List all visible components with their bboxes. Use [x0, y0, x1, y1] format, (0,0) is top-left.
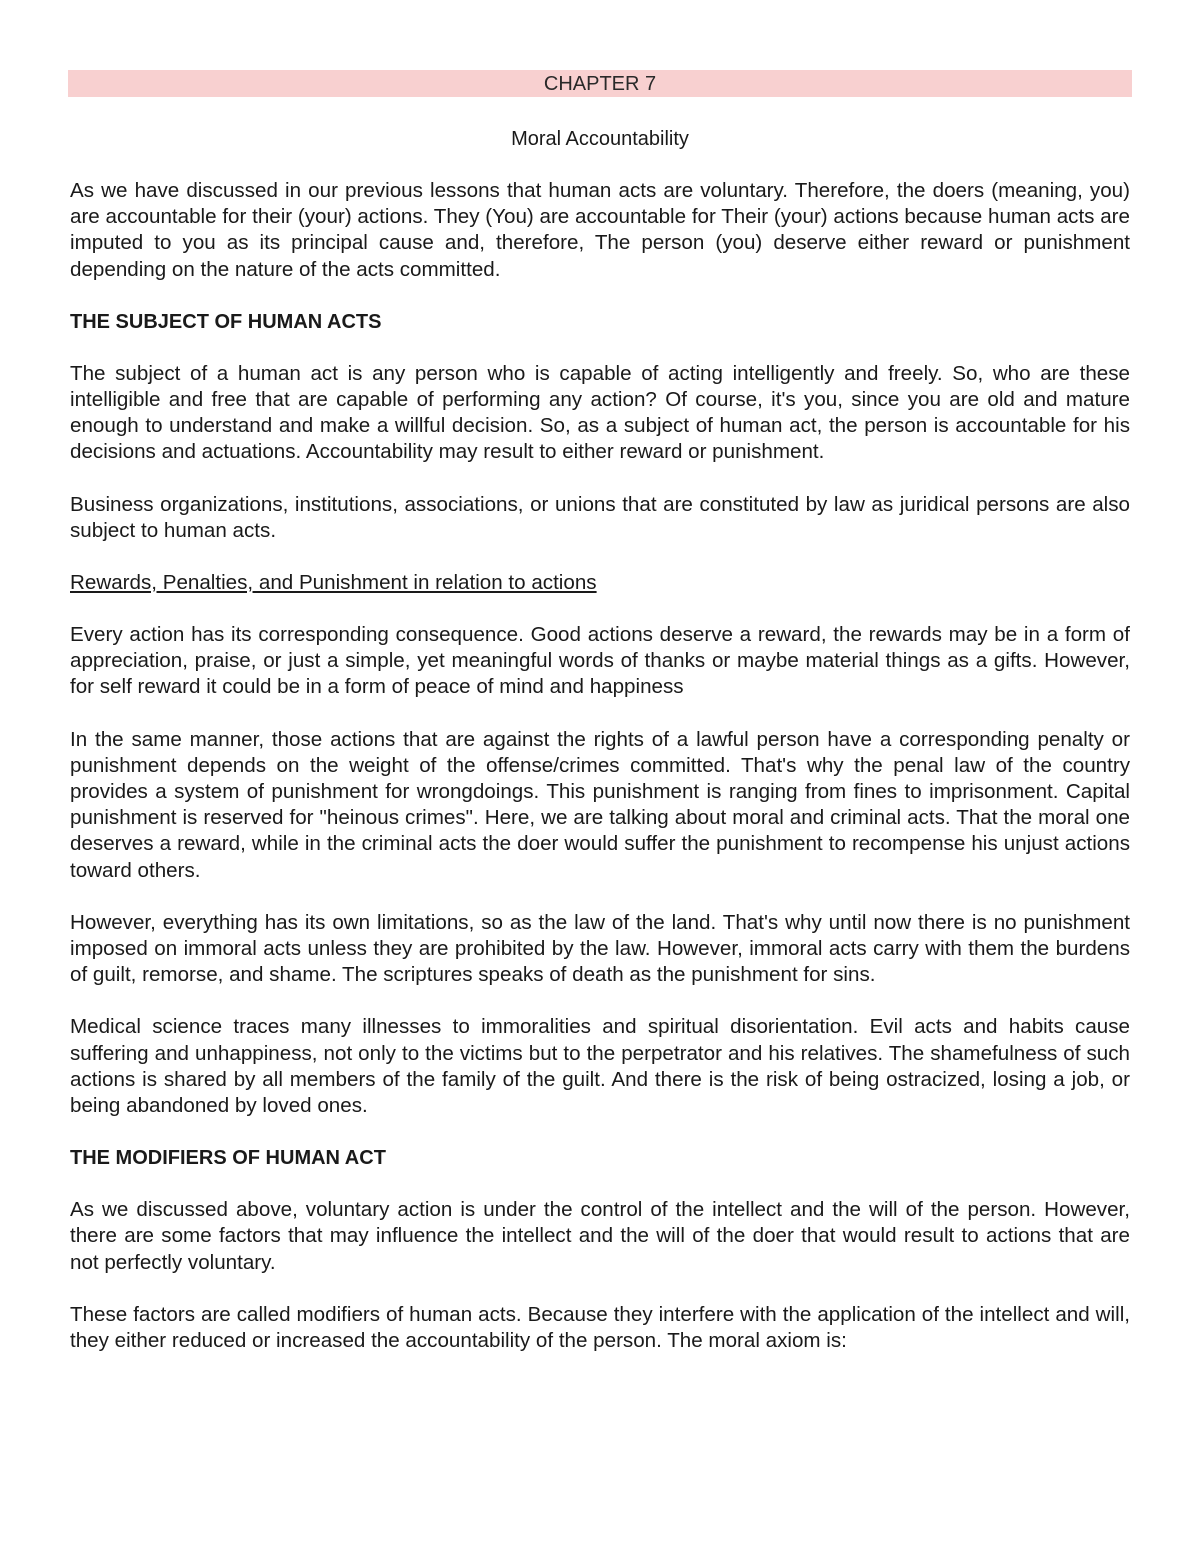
paragraph: Business organizations, institutions, associations, or unions that are constituted by law as juridical persons are also subject to human acts. — [70, 492, 1130, 542]
paragraph: Medical science traces many illnesses to immoralities and spiritual disorientation. Evil acts and habits cause suffering and unhappiness, not only to the victims but to the perpetrator and his relatives. The shamefulness of such actions is shared by all members of the family of the guilt. And there is the risk of being ostracized, losing a job, or being abandoned by loved ones. — [70, 1015, 1130, 1118]
section-heading-modifiers: THE MODIFIERS OF HUMAN ACT — [70, 1147, 386, 1170]
paragraph: In the same manner, those actions that are against the rights of a lawful person have a corresponding penalty or punishment depends on the weight of the offense/crimes committed. That's why the penal law of the country provides a system of punishment for wrongdoings. This punishment is ranging from fines to imprisonment. Capital punishment is reserved for "heinous crimes". Here, we are talking about moral and criminal acts. That the moral one deserves a reward, while in the criminal acts the doer would suffer the punishment to recompense his unjust actions toward others. — [70, 727, 1130, 882]
subsection-heading-rewards: Rewards, Penalties, and Punishment in relation to actions — [70, 571, 597, 595]
paragraph: These factors are called modifiers of human acts. Because they interfere with the application of the intellect and will, they either reduced or increased the accountability of the person. The moral axiom is: — [70, 1302, 1130, 1353]
paragraph: As we discussed above, voluntary action is under the control of the intellect and the will of the person. However, there are some factors that may influence the intellect and the will of the doer that would result to actions that are not perfectly voluntary. — [70, 1198, 1130, 1274]
paragraph: Every action has its corresponding consequence. Good actions deserve a reward, the rewards may be in a form of appreciation, praise, or just a simple, yet meaningful words of thanks or maybe material things as a gifts. However, for self reward it could be in a form of peace of mind and happiness — [70, 623, 1130, 699]
chapter-label: CHAPTER 7 — [68, 70, 1132, 97]
paragraph: The subject of a human act is any person who is capable of acting intelligently and freely. So, who are these intelligible and free that are capable of performing any action? Of course, it's you, since you are old and mature enough to understand and make a willful decision. So, as a subject of human act, the person is accountable for his decisions and actuations. Accountability may result to either reward or punishment. — [70, 361, 1130, 464]
intro-paragraph: As we have discussed in our previous lessons that human acts are voluntary. Therefore, the doers (meaning, you) are accountable for their (your) actions. They (You) are accountable for Their (your) actions because human acts are imputed to you as its principal cause and, therefore, The person (you) deserve either reward or punishment depending on the nature of the acts committed. — [70, 179, 1130, 281]
page-title: Moral Accountability — [511, 128, 689, 150]
paragraph: However, everything has its own limitations, so as the law of the land. That's why until now there is no punishment imposed on immoral acts unless they are prohibited by the law. However, immoral acts carry with them the burdens of guilt, remorse, and shame. The scriptures speaks of death as the punishment for sins. — [70, 910, 1130, 987]
section-heading-subject: THE SUBJECT OF HUMAN ACTS — [70, 310, 382, 333]
document-page — [70, 70, 1130, 1354]
